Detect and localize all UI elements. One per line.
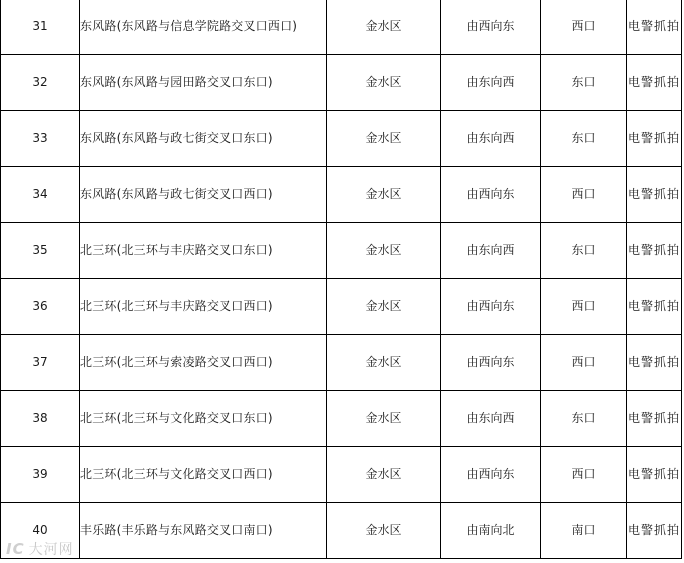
direction-cell: 由西向东 <box>441 335 541 391</box>
exit-cell: 东口 <box>541 391 627 447</box>
direction-cell: 由东向西 <box>441 55 541 111</box>
exit-cell: 西口 <box>541 167 627 223</box>
district-cell: 金水区 <box>327 55 441 111</box>
table-row <box>1 279 682 335</box>
location-cell: 北三环(北三环与丰庆路交叉口东口) <box>80 223 327 279</box>
capture-type-cell: 电警抓拍 <box>627 55 682 111</box>
row-number: 39 <box>1 447 80 503</box>
capture-type-cell: 电警抓拍 <box>627 167 682 223</box>
district-cell: 金水区 <box>327 447 441 503</box>
exit-cell: 南口 <box>541 503 627 559</box>
exit-cell: 东口 <box>541 223 627 279</box>
direction-cell: 由东向西 <box>441 391 541 447</box>
direction-cell: 由东向西 <box>441 111 541 167</box>
capture-type-cell: 电警抓拍 <box>627 223 682 279</box>
exit-cell: 东口 <box>541 111 627 167</box>
exit-cell: 西口 <box>541 279 627 335</box>
table-body <box>1 0 682 559</box>
location-cell: 北三环(北三环与文化路交叉口西口) <box>80 447 327 503</box>
exit-cell: 西口 <box>541 447 627 503</box>
row-number: 38 <box>1 391 80 447</box>
direction-cell: 由西向东 <box>441 167 541 223</box>
row-number: 37 <box>1 335 80 391</box>
table-row <box>1 55 682 111</box>
watermark <box>6 539 74 559</box>
location-cell: 东风路(东风路与园田路交叉口东口) <box>80 55 327 111</box>
table-row <box>1 111 682 167</box>
table-row <box>1 503 682 559</box>
direction-cell: 由西向东 <box>441 0 541 55</box>
district-cell: 金水区 <box>327 335 441 391</box>
district-cell: 金水区 <box>327 223 441 279</box>
table-row <box>1 0 682 55</box>
location-cell: 北三环(北三环与索凌路交叉口西口) <box>80 335 327 391</box>
location-cell: 北三环(北三环与文化路交叉口东口) <box>80 391 327 447</box>
row-number: 34 <box>1 167 80 223</box>
watermark-logo-icon: IC <box>6 540 25 558</box>
district-cell: 金水区 <box>327 391 441 447</box>
capture-type-cell: 电警抓拍 <box>627 391 682 447</box>
capture-type-cell: 电警抓拍 <box>627 335 682 391</box>
district-cell: 金水区 <box>327 167 441 223</box>
location-cell: 丰乐路(丰乐路与东风路交叉口南口) <box>80 503 327 559</box>
watermark-text: 大河网 <box>28 542 74 558</box>
row-number: 33 <box>1 111 80 167</box>
row-number: 36 <box>1 279 80 335</box>
location-cell: 东风路(东风路与政七街交叉口东口) <box>80 111 327 167</box>
table-row <box>1 223 682 279</box>
direction-cell: 由南向北 <box>441 503 541 559</box>
location-cell: 东风路(东风路与政七街交叉口西口) <box>80 167 327 223</box>
location-cell: 北三环(北三环与丰庆路交叉口西口) <box>80 279 327 335</box>
capture-type-cell: 电警抓拍 <box>627 503 682 559</box>
row-number: 35 <box>1 223 80 279</box>
row-number: 31 <box>1 0 80 55</box>
table-row <box>1 391 682 447</box>
row-number: 40 <box>1 503 80 559</box>
row-number: 32 <box>1 55 80 111</box>
district-cell: 金水区 <box>327 0 441 55</box>
exit-cell: 西口 <box>541 335 627 391</box>
direction-cell: 由西向东 <box>441 447 541 503</box>
district-cell: 金水区 <box>327 503 441 559</box>
direction-cell: 由西向东 <box>441 279 541 335</box>
capture-type-cell: 电警抓拍 <box>627 0 682 55</box>
capture-type-cell: 电警抓拍 <box>627 447 682 503</box>
district-cell: 金水区 <box>327 111 441 167</box>
table-row <box>1 335 682 391</box>
exit-cell: 西口 <box>541 0 627 55</box>
capture-type-cell: 电警抓拍 <box>627 111 682 167</box>
exit-cell: 东口 <box>541 55 627 111</box>
capture-type-cell: 电警抓拍 <box>627 279 682 335</box>
direction-cell: 由东向西 <box>441 223 541 279</box>
table-row <box>1 447 682 503</box>
table-row <box>1 167 682 223</box>
location-cell: 东风路(东风路与信息学院路交叉口西口) <box>80 0 327 55</box>
district-cell: 金水区 <box>327 279 441 335</box>
